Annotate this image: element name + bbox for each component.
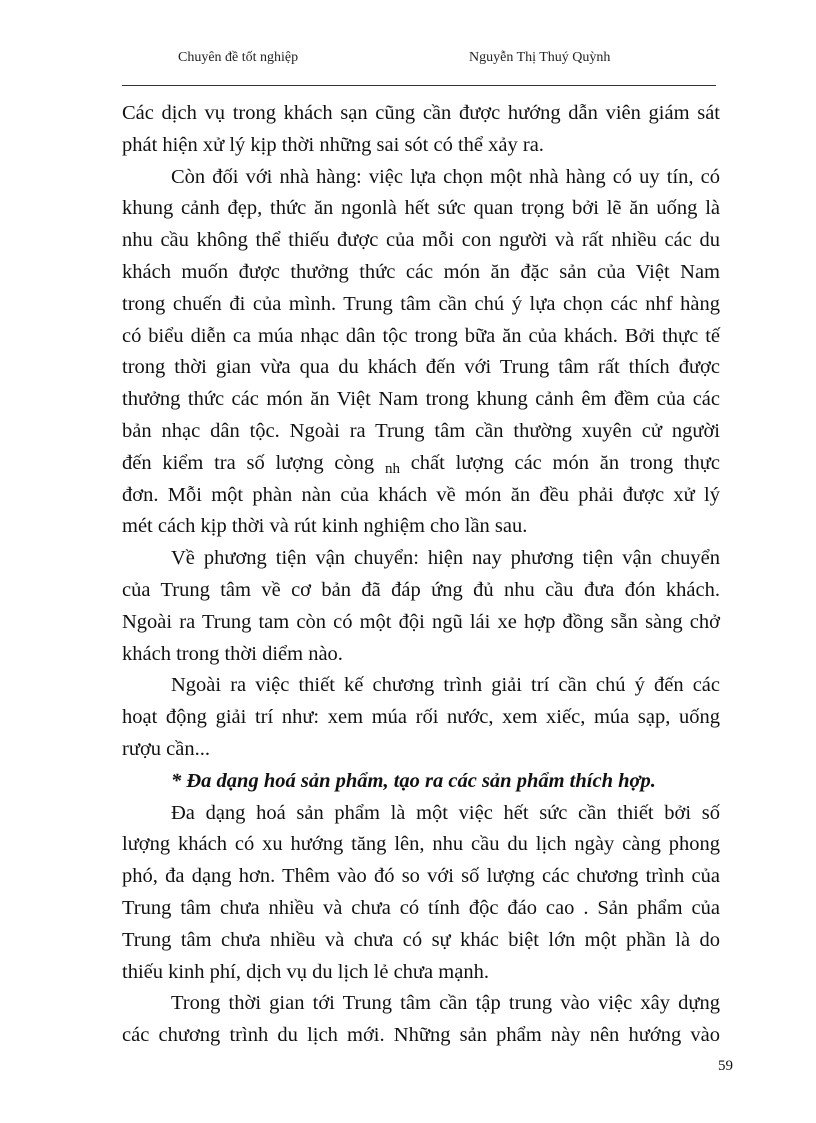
text-line: Trung tâm chưa nhiều và chưa có sự khác biệt lớn một phần là do xyxy=(122,928,720,951)
text-line: Trong thời gian tới Trung tâm cần tập trung vào việc xây dựng xyxy=(171,992,720,1015)
text-line: Các dịch vụ trong khách sạn cũng cần được hướng dẫn viên giám sát xyxy=(122,102,720,124)
text-line: bản nhạc dân tộc. Ngoài ra Trung tâm cần thường xuyên cử người xyxy=(122,419,720,442)
text-line: trong chuến đi của mình. Trung tâm cần chú ý lựa chọn các nhf hàng xyxy=(122,292,720,315)
text-line: rượu cần... xyxy=(122,737,210,760)
text-line: lượng khách có xu hướng tăng lên, nhu cầu du lịch ngày càng phong xyxy=(122,833,720,856)
running-header xyxy=(122,50,716,72)
text-line: Đa dạng hoá sản phẩm là một việc hết sức cần thiết bởi số xyxy=(171,801,720,824)
subscript-fragment: nh xyxy=(384,460,400,477)
text-line: Trung tâm chưa nhiều và chưa có tính độc đáo cao . Sản phẩm của xyxy=(122,896,720,919)
text-segment: chất lượng các món ăn trong thực xyxy=(410,451,720,474)
header-author: Nguyễn Thị Thuý Quỳnh xyxy=(469,50,611,65)
text-line: khách trong thời diểm nào. xyxy=(122,642,343,665)
text-line: của Trung tâm về cơ bản đã đáp ứng đủ nhu cầu đưa đón khách. xyxy=(122,578,720,601)
text-line: có biểu diễn ca múa nhạc dân tộc trong bữa ăn của khách. Bởi thực tế xyxy=(122,324,720,347)
text-line xyxy=(122,448,720,480)
text-line: phát hiện xử lý kịp thời những sai sót có thể xảy ra. xyxy=(122,133,544,156)
text-line: Về phương tiện vận chuyển: hiện nay phương tiện vận chuyển xyxy=(171,547,720,570)
text-line: khách muốn được thưởng thức các món ăn đặc sản của Việt Nam xyxy=(122,260,720,283)
text-line: Còn đối với nhà hàng: việc lựa chọn một nhà hàng có uy tín, có xyxy=(171,165,720,188)
text-line: hoạt động giải trí như: xem múa rối nước, xem xiếc, múa sạp, uống xyxy=(122,706,720,729)
header-rule xyxy=(122,85,716,86)
text-segment: đến kiểm tra số lượng còng xyxy=(122,451,375,474)
text-line: thiếu kinh phí, dịch vụ du lịch lẻ chưa mạnh. xyxy=(122,960,489,983)
text-line: Ngoài ra Trung tam còn có một đội ngũ lái xe hợp đồng sẵn sàng chở xyxy=(122,610,720,633)
section-heading: * Đa dạng hoá sản phẩm, tạo ra các sản phẩm thích hợp. xyxy=(171,769,656,792)
text-line: phó, đa dạng hơn. Thêm vào đó so với số lượng các chương trình của xyxy=(122,865,720,888)
header-title: Chuyên đề tốt nghiệp xyxy=(178,50,299,65)
text-line: mét cách kịp thời và rút kinh nghiệm cho lần sau. xyxy=(122,515,528,538)
text-line: khung cảnh đẹp, thức ăn ngonlà hết sức quan trọng bởi lẽ ăn uống là xyxy=(122,197,720,220)
text-line: trong thời gian vừa qua du khách đến với Trung tâm rất thích được xyxy=(122,356,720,379)
text-line: đơn. Mỗi một phàn nàn của khách về món ăn đều phải được xử lý xyxy=(122,483,720,506)
document-body xyxy=(122,98,720,1052)
text-line: Ngoài ra việc thiết kế chương trình giải trí cần chú ý đến các xyxy=(171,674,720,697)
text-line: các chương trình du lịch mới. Những sản phẩm này nên hướng vào xyxy=(122,1024,720,1047)
text-line: thưởng thức các món ăn Việt Nam trong khung cảnh êm đềm của các xyxy=(122,388,720,411)
page-number: 59 xyxy=(718,1058,733,1074)
text-line: nhu cầu không thể thiếu được của mỗi con người và rất nhiều các du xyxy=(122,229,720,252)
